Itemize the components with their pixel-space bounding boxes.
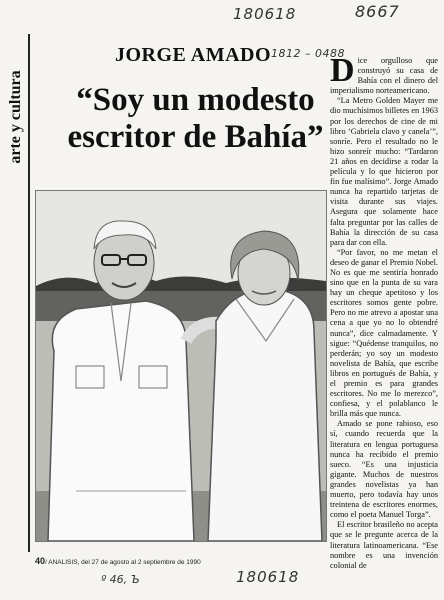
photo-illustration — [36, 191, 326, 541]
page-number: 40 — [35, 556, 46, 566]
page-footer — [35, 556, 335, 566]
section-label: arte y cultura — [7, 69, 24, 164]
handwritten-number-title: 1812 – 0488 — [271, 47, 345, 60]
dropcap: D — [330, 56, 355, 89]
title-line-2: escritor de Bahía” — [67, 119, 324, 155]
article-body — [330, 56, 438, 576]
section-divider — [28, 34, 30, 552]
handwritten-scribble: º 46, Ъ — [101, 573, 140, 586]
handwritten-number-top-left: 180618 — [233, 5, 297, 23]
article-paragraph: Amado se pone rabioso, eso sí, cuando recuerda que la literatura en lengua portuguesa nunca ha recibido el premio sueco. “Es una injusticia gigante. Muchos de nuestros grandes novelistas ya han muerto, pero todavía hay unos treintena de escritores enormes, como el poeta Manuel Torga”. — [330, 419, 438, 520]
title-line-1: “Soy un modesto — [76, 82, 315, 118]
handwritten-number-top-right: 8667 — [355, 2, 400, 21]
publication-info: / ANALISIS, del 27 de agosto al 2 septiembre de 1990 — [45, 559, 201, 566]
article-photo — [35, 190, 327, 542]
article-title — [58, 82, 333, 156]
article-paragraph: Dice orgulloso que construyó su casa de Bahía con el dinero del imperialismo norteamericano. — [330, 56, 438, 96]
section-label-box — [5, 34, 27, 199]
article-kicker: JORGE AMADO — [115, 44, 272, 66]
article-paragraph: El escritor brasileño no acepta que se le pregunte acerca de la literatura latinoamericana. “Ese nombre es una invención colonial de — [330, 520, 438, 570]
handwritten-number-bottom: 180618 — [236, 568, 300, 586]
article-paragraph: “Por favor, no me metan el deseo de ganar el Premio Nobel. No es que me sentiría honrado sino que en la punta de su vara hay un cheque apetitoso y los escritores somos gente pobre. Pero no me atrevo a apostar una cena a que yo no lo obtendré nunca”, dice calmadamente. Y sigue: “Quédense tranquilos, no perderán; yo soy un modesto novelista de Bahía, que escribe libros en portugués de Bahía, y el premio es para grandes escritores. No me lo merezco”, confiesa, y el polablanco le brilla más que nunca. — [330, 247, 438, 419]
article-paragraph: “La Metro Golden Mayer me dio muchísimos billetes en 1963 por los derechos de cine de mi libro ‘Gabriela clavo y canela’”, sonríe. Pero el resultado no le hizo sonreír mucho: “Tardaron 21 años en decidirse a rodar la película y lo que hicieron por fin fue malísimo”. Jorge Amado nunca ha repartido tarjetas de visita durante sus viajes. Asegura que solamente hace falta preguntar por las calles de Bahía la dirección de su casa para dar con ella. — [330, 96, 438, 247]
